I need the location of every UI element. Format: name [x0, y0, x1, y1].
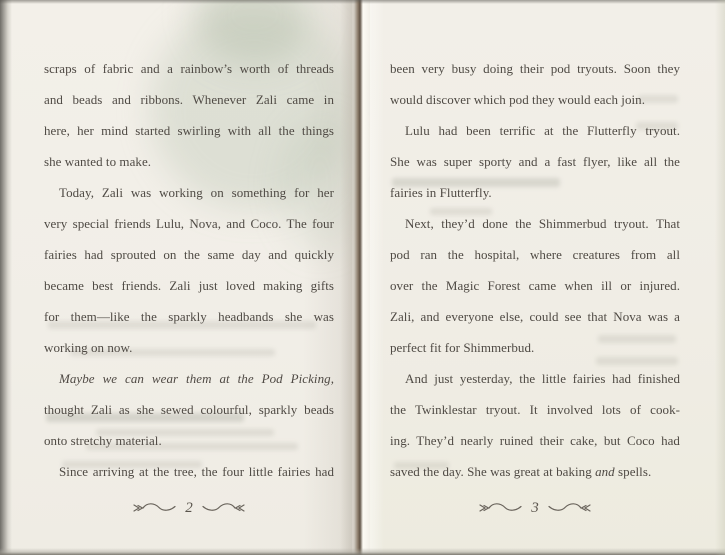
text-segment: for them—like the sparkly headbands she was — [44, 309, 334, 324]
page-right — [370, 0, 725, 555]
text-segment: would discover which pod they would each join. — [390, 92, 646, 107]
text-segment: she wanted to make. — [44, 154, 152, 169]
text-line — [44, 53, 334, 84]
left-page-text — [44, 53, 334, 487]
text-line — [44, 301, 334, 332]
text-line — [390, 301, 680, 332]
text-line — [390, 332, 680, 363]
text-line — [44, 332, 334, 363]
text-line — [44, 146, 334, 177]
text-line — [44, 177, 334, 208]
text-segment-italic: Maybe we can wear them at the Pod Picking, — [59, 371, 334, 386]
photo-edge-left — [0, 0, 12, 555]
text-segment: scraps of fabric and a rainbow’s worth of threads — [44, 61, 334, 76]
text-segment: saved the day. She was great at baking — [390, 464, 596, 479]
text-line — [390, 456, 680, 487]
text-line — [44, 115, 334, 146]
text-line — [44, 456, 334, 487]
text-segment: and beads and ribbons. Whenever Zali came in — [44, 92, 334, 107]
text-segment: spells. — [614, 464, 652, 479]
text-segment: thought Zali as she sewed colourful, sparkly beads — [44, 402, 334, 417]
footer-flourish-right-icon — [548, 501, 592, 515]
text-segment: Since arriving at the tree, the four little fairies had — [59, 464, 334, 479]
text-line — [390, 208, 680, 239]
text-line — [44, 363, 334, 394]
left-page-footer — [44, 499, 334, 517]
photo-edge-bottom — [0, 548, 725, 555]
footer-flourish-left-icon — [478, 501, 522, 515]
footer-flourish-right-icon — [202, 501, 246, 515]
text-line — [390, 394, 680, 425]
text-line — [390, 177, 680, 208]
text-line — [390, 146, 680, 177]
text-line — [44, 394, 334, 425]
text-segment: Today, Zali was working on something for her — [59, 185, 334, 200]
text-segment: fairies had sprouted on the same day and quickly — [44, 247, 334, 262]
right-page-text — [390, 53, 680, 487]
text-line — [390, 239, 680, 270]
page-left — [0, 0, 352, 555]
text-line — [390, 363, 680, 394]
text-line — [44, 84, 334, 115]
text-segment: And just yesterday, the little fairies had finished — [405, 371, 680, 386]
page-number: 2 — [185, 500, 193, 516]
right-page-footer — [390, 499, 680, 517]
text-line — [390, 425, 680, 456]
text-segment: over the Magic Forest came when ill or injured. — [390, 278, 680, 293]
text-line — [44, 239, 334, 270]
text-line — [390, 84, 680, 115]
text-segment: working on now. — [44, 340, 133, 355]
text-segment: onto stretchy material. — [44, 433, 162, 448]
text-segment: She was super sporty and a fast flyer, like all the — [390, 154, 680, 169]
text-line — [390, 270, 680, 301]
text-segment: here, her mind started swirling with all the things — [44, 123, 334, 138]
book-spine-gutter — [340, 0, 380, 555]
page-number: 3 — [531, 500, 539, 516]
text-segment: became best friends. Zali just loved making gifts — [44, 278, 334, 293]
text-segment-italic: and — [595, 464, 615, 479]
text-segment: fairies in Flutterfly. — [390, 185, 492, 200]
photo-edge-top — [0, 0, 725, 4]
text-segment: Zali, and everyone else, could see that Nova was a — [390, 309, 680, 324]
text-line — [390, 115, 680, 146]
text-segment: been very busy doing their pod tryouts. Soon they — [390, 61, 680, 76]
footer-flourish-left-icon — [132, 501, 176, 515]
text-line — [44, 425, 334, 456]
text-segment: Next, they’d done the Shimmerbud tryout. That — [405, 216, 680, 231]
text-segment: ing. They’d nearly ruined their cake, but Coco had — [390, 433, 680, 448]
text-segment: Lulu had been terrific at the Flutterfly tryout. — [405, 123, 680, 138]
text-line — [390, 53, 680, 84]
photo-edge-right — [715, 0, 725, 555]
text-line — [44, 208, 334, 239]
text-segment: pod ran the hospital, where creatures from all — [390, 247, 680, 262]
text-segment: perfect fit for Shimmerbud. — [390, 340, 535, 355]
text-segment: the Twinklestar tryout. It involved lots of cook- — [390, 402, 680, 417]
text-line — [44, 270, 334, 301]
text-segment: very special friends Lulu, Nova, and Coco. The four — [44, 216, 334, 231]
